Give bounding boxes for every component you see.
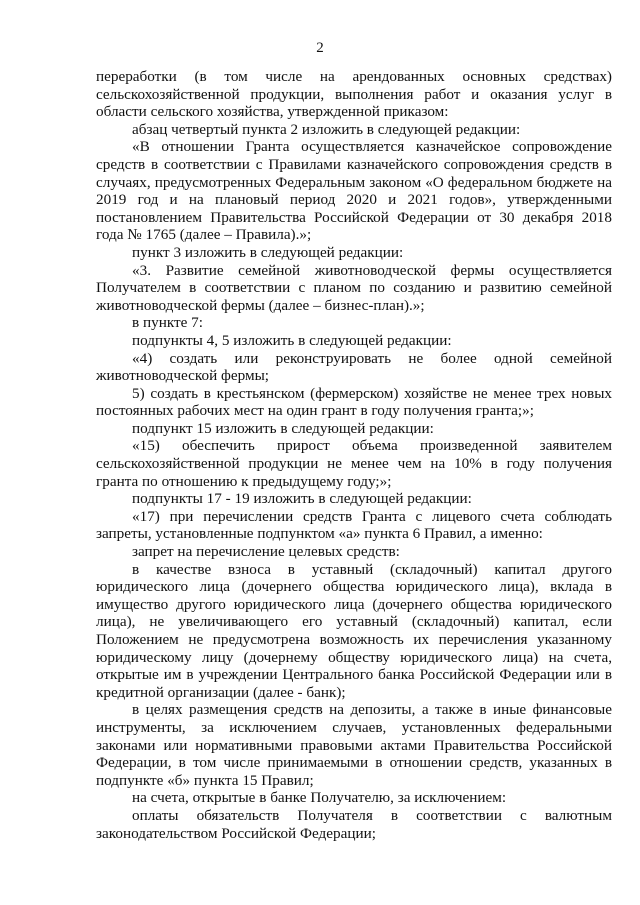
document-body	[96, 68, 612, 842]
paragraph: переработки (в том числе на арендованных основных средствах) сельскохозяйственной продукции, выполнения работ и оказания услуг в области сельского хозяйства, утвержденной приказом:	[96, 68, 612, 121]
paragraph: «В отношении Гранта осуществляется казначейское сопровождение средств в соответствии с Правилами казначейского сопровождения средств в случаях, предусмотренных Федеральным законом «О федеральном бюджете на 2019 год и на плановый период 2020 и 2021 годов», утвержденными постановлением Правительства Российской Федерации от 30 декабря 2018 года № 1765 (далее – Правила).»;	[96, 138, 612, 244]
paragraph: «3. Развитие семейной животноводческой фермы осуществляется Получателем в соответствии с планом по созданию и развитию семейной животноводческой фермы (далее – бизнес-план).»;	[96, 261, 612, 314]
paragraph: подпункт 15 изложить в следующей редакции:	[132, 419, 434, 437]
paragraph: абзац четвертый пункта 2 изложить в следующей редакции:	[132, 120, 521, 138]
paragraph: 5) создать в крестьянском (фермерском) хозяйстве не менее трех новых постоянных рабочих мест на один грант в году получения гранта;»;	[96, 384, 612, 420]
paragraph: «4) создать или реконструировать не более одной семейной животноводческой фермы;	[96, 349, 612, 385]
page-number: 2	[316, 40, 324, 56]
paragraph: подпункты 4, 5 изложить в следующей редакции:	[132, 331, 452, 349]
paragraph: «15) обеспечить прирост объема произведенной заявителем сельскохозяйственной продукции не менее чем на 10% в году получения гранта по отношению к предыдущему году;»;	[96, 437, 612, 490]
paragraph: оплаты обязательств Получателя в соответствии с валютным законодательством Российской Федерации;	[96, 806, 612, 842]
paragraph: пункт 3 изложить в следующей редакции:	[132, 243, 404, 261]
paragraph: в пункте 7:	[132, 314, 203, 332]
paragraph: «17) при перечислении средств Гранта с лицевого счета соблюдать запреты, установленные подпунктом «а» пункта 6 Правил, а именно:	[96, 507, 612, 543]
paragraph: запрет на перечисление целевых средств:	[132, 543, 400, 561]
paragraph: в целях размещения средств на депозиты, а также в иные финансовые инструменты, за исключением случаев, установленных федеральными законами или нормативными правовыми актами Правительства Российской Федерации, в том числе принимаемыми в отношении средств, указанных в подпункте «б» пункта 15 Правил;	[96, 701, 612, 789]
paragraph: на счета, открытые в банке Получателю, за исключением:	[132, 789, 507, 807]
paragraph: подпункты 17 - 19 изложить в следующей редакции:	[132, 490, 472, 508]
paragraph: в качестве взноса в уставный (складочный) капитал другого юридического лица (дочернего общества юридического лица), вклада в имущество другого юридического лица (дочернего общества юридического лица), не увеличивающего его уставный (складочный) капитал, если Положением не предусмотрена возможность их перечисления указанному юридическому лицу (дочернему обществу юридического лица) на счета, открытые им в учреждении Центрального банка Российской Федерации или в кредитной организации (далее - банк);	[96, 560, 612, 701]
